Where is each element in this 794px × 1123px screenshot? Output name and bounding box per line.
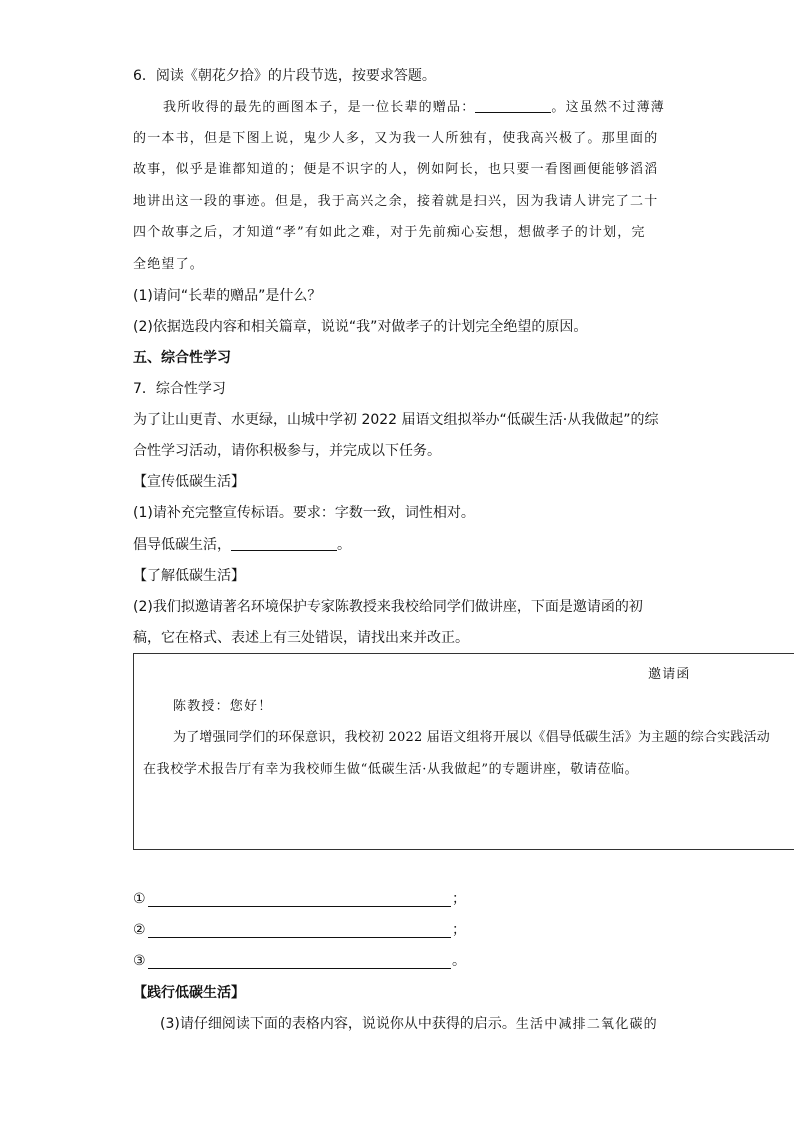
- answer-marker-3: ③: [133, 953, 146, 969]
- letter-body-2: 在我校学术报告厅有幸为我校师生做“低碳生活·从我做起”的专题讲座，敬请莅临。: [143, 762, 639, 777]
- answer-blank[interactable]: [475, 98, 551, 113]
- task-3-tail: 生活中减排二氧化碳的: [515, 1017, 658, 1032]
- passage-line-3: 故事，似乎是谁都知道的；便是不识字的人，例如阿长，也只要一看图画便能够滔滔: [133, 162, 659, 177]
- q6-title: 6．阅读《朝花夕拾》的片段节选，按要求答题。: [133, 68, 436, 84]
- letter-body-1: 为了增强同学们的环保意识，我校初 2022 届语文组将开展以《倡导低碳生活》为主题的综合实践活动: [173, 730, 770, 745]
- q6-sub1: (1)请问“长辈的赠品”是什么？: [133, 288, 322, 304]
- section-heading: 五、综合性学习: [133, 350, 231, 366]
- invitation-letter-box: [133, 653, 794, 850]
- task-1: (1)请补充完整宣传标语。要求：字数一致，词性相对。: [133, 505, 475, 521]
- answer-marker-2: ②: [133, 922, 146, 938]
- passage-line-6: 全绝望了。: [133, 257, 205, 272]
- tag-practice: 【践行低碳生活】: [133, 985, 245, 1001]
- slogan-suffix: 。: [337, 537, 351, 553]
- answer-line-1[interactable]: [148, 905, 451, 907]
- slogan-line: [133, 535, 351, 555]
- passage-line-1-text: 我所收得的最先的画图本子，是一位长辈的赠品：: [163, 100, 476, 115]
- task-3-text: (3)请仔细阅读下面的表格内容，说说你从中获得的启示。: [160, 1016, 516, 1032]
- passage-line-1-tail: 。这虽然不过薄薄: [551, 100, 666, 115]
- passage-line-4: 地讲出这一段的事迹。但是，我于高兴之余，接着就是扫兴，因为我请人讲完了二十: [133, 194, 659, 209]
- slogan-prefix: 倡导低碳生活，: [133, 537, 231, 553]
- passage-line-1: [163, 98, 665, 118]
- passage-line-2: 的一本书，但是下图上说，鬼少人多，又为我一人所独有，使我高兴极了。那里面的: [133, 131, 659, 146]
- q7-title: 7．综合性学习: [133, 381, 226, 397]
- q6-sub2: (2)依据选段内容和相关篇章，说说“我”对做孝子的计划完全绝望的原因。: [133, 319, 588, 335]
- tag-understand: 【了解低碳生活】: [133, 568, 245, 584]
- slogan-blank[interactable]: [231, 536, 337, 551]
- answer-line-3[interactable]: [148, 967, 451, 969]
- task-2b: 稿，它在格式、表述上有三处错误，请找出来并改正。: [133, 630, 469, 646]
- answer-line-2[interactable]: [148, 936, 451, 938]
- passage-line-5: 四个故事之后，才知道“孝”有如此之难，对于先前痴心妄想，想做孝子的计划，完: [133, 225, 646, 240]
- answer-end-2: ；: [452, 922, 466, 938]
- answer-marker-1: ①: [133, 891, 146, 907]
- q7-intro-1: 为了让山更青、水更绿，山城中学初 2022 届语文组拟举办“低碳生活·从我做起”的综: [133, 412, 659, 428]
- task-3: [160, 1014, 658, 1035]
- answer-end-3: 。: [452, 953, 466, 969]
- letter-greeting: 陈教授：您好！: [173, 699, 273, 714]
- letter-title: 邀请函: [648, 667, 691, 682]
- tag-promote: 【宣传低碳生活】: [133, 474, 245, 490]
- task-2a: (2)我们拟邀请著名环境保护专家陈教授来我校给同学们做讲座，下面是邀请函的初: [133, 599, 643, 615]
- answer-end-1: ；: [452, 891, 466, 907]
- q7-intro-2: 合性学习活动，请你积极参与，并完成以下任务。: [133, 443, 441, 459]
